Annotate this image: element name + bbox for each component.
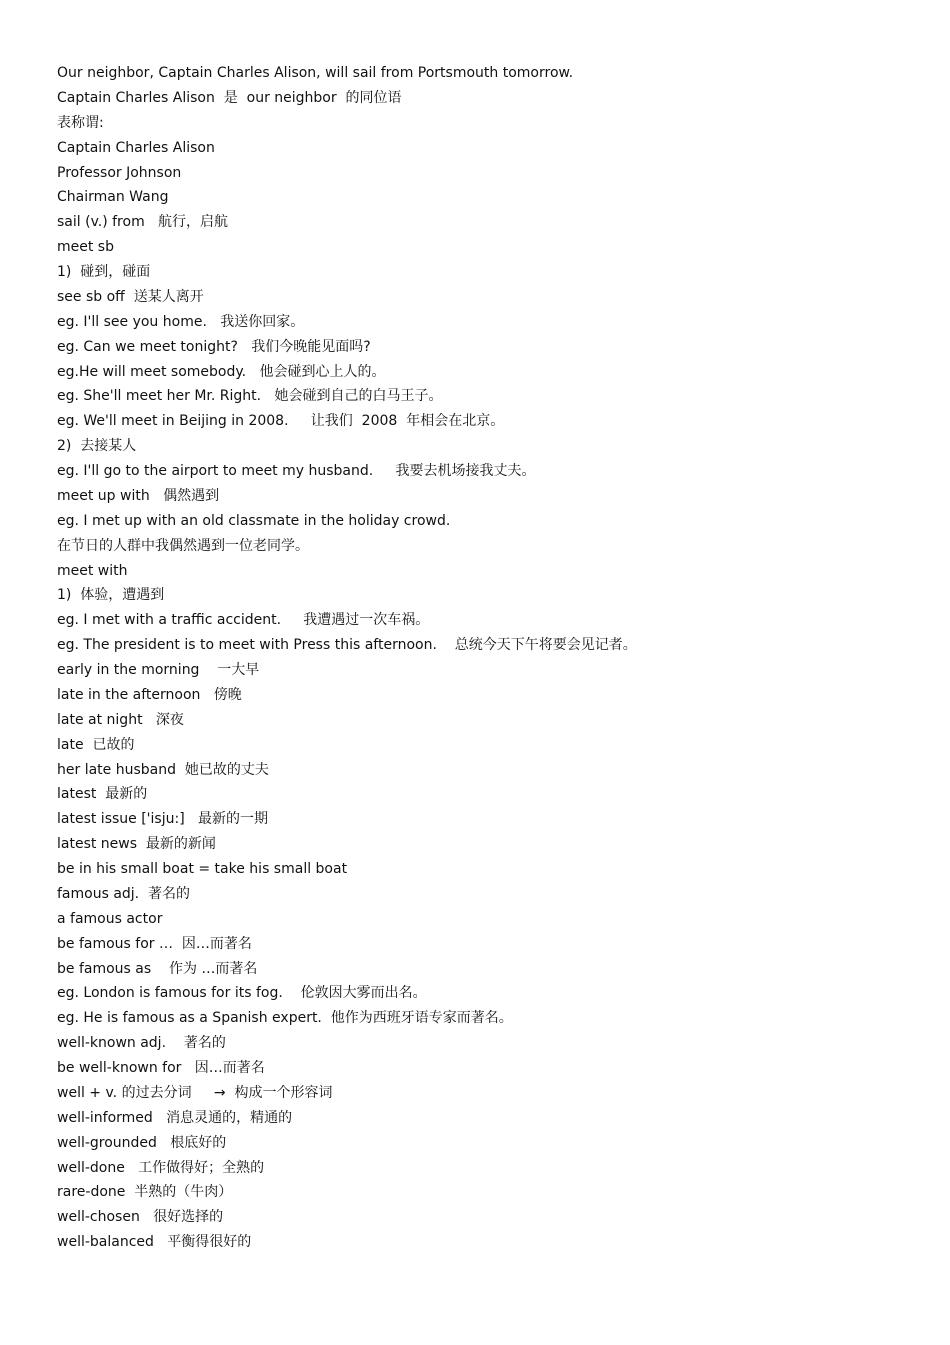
text-line: 2) 去接某人 [57,438,137,455]
text-line: eg. The president is to meet with Press this afternoon. 总统今天下午将要会见记者。 [57,637,637,654]
text-line: eg. Can we meet tonight? 我们今晚能见面吗? [57,338,371,355]
text-line: early in the morning 一大早 [57,662,260,678]
text-line: eg. I met with a traffic accident. 我遭遇过一次车祸。 [57,612,430,629]
text-line: late at night 深夜 [57,711,184,728]
text-line: well-grounded 根底好的 [57,1134,227,1151]
text-line: sail (v.) from 航行，启航 [57,214,229,231]
text-line: famous adj. 著名的 [57,885,191,902]
text-line: eg.He will meet somebody. 他会碰到心上人的。 [57,363,386,380]
text-line: rare-done 半熟的（牛肉） [57,1184,233,1201]
text-line: be well-known for 因…而著名 [57,1060,265,1076]
text-line: meet sb [57,239,114,256]
text-line: late in the afternoon 傍晚 [57,686,242,703]
text-line: well-known adj. 著名的 [57,1035,226,1052]
text-line: be in his small boat = take his small boat [57,861,348,877]
text-line: late 已故的 [57,736,135,753]
text-line: Professor Johnson [57,164,182,181]
document-page [57,63,917,1257]
text-line: latest news 最新的新闻 [57,836,216,853]
text-line: 1) 碰到，碰面 [57,264,151,280]
text-line: a famous actor [57,910,163,927]
text-line: well-done 工作做得好；全熟的 [57,1159,265,1176]
text-line: eg. I met up with an old classmate in the holiday crowd. [57,512,451,529]
text-line: latest 最新的 [57,786,148,803]
text-line: meet with [57,562,128,579]
text-line: Captain Charles Alison 是 our neighbor 的同位语 [57,89,402,106]
text-line: be famous for … 因…而著名 [57,935,252,952]
text-line: 表称谓: [57,114,104,131]
text-line: eg. He is famous as a Spanish expert. 他作为西班牙语专家而著名。 [57,1010,513,1027]
text-line: eg. I'll go to the airport to meet my husband. 我要去机场接我丈夫。 [57,463,536,479]
text-line: be famous as 作为 …而著名 [57,960,258,977]
text-line: see sb off 送某人离开 [57,288,204,305]
text-line: well-informed 消息灵通的，精通的 [57,1109,293,1126]
text-line: Our neighbor, Captain Charles Alison, will sail from Portsmouth tomorrow. [57,65,574,81]
text-line: 1) 体验，遭遇到 [57,587,165,604]
text-line: Chairman Wang [57,189,169,206]
text-line: well + v. 的过去分词 → 构成一个形容词 [57,1084,333,1101]
text-line: eg. I'll see you home. 我送你回家。 [57,313,305,330]
text-line: well-balanced 平衡得很好的 [57,1234,252,1251]
text-line: eg. London is famous for its fog. 伦敦因大雾而出名。 [57,985,427,1002]
text-line: latest issue ['isju:] 最新的一期 [57,811,269,828]
text-line: 在节日的人群中我偶然遇到一位老同学。 [57,537,309,554]
text-line: her late husband 她已故的丈夫 [57,761,269,778]
text-line: Captain Charles Alison [57,139,215,156]
text-line: eg. We'll meet in Beijing in 2008. 让我们 2008 年相会在北京。 [57,413,505,430]
text-line: well-chosen 很好选择的 [57,1209,224,1226]
text-line: eg. She'll meet her Mr. Right. 她会碰到自己的白马王子。 [57,388,443,405]
text-line: meet up with 偶然遇到 [57,487,220,504]
